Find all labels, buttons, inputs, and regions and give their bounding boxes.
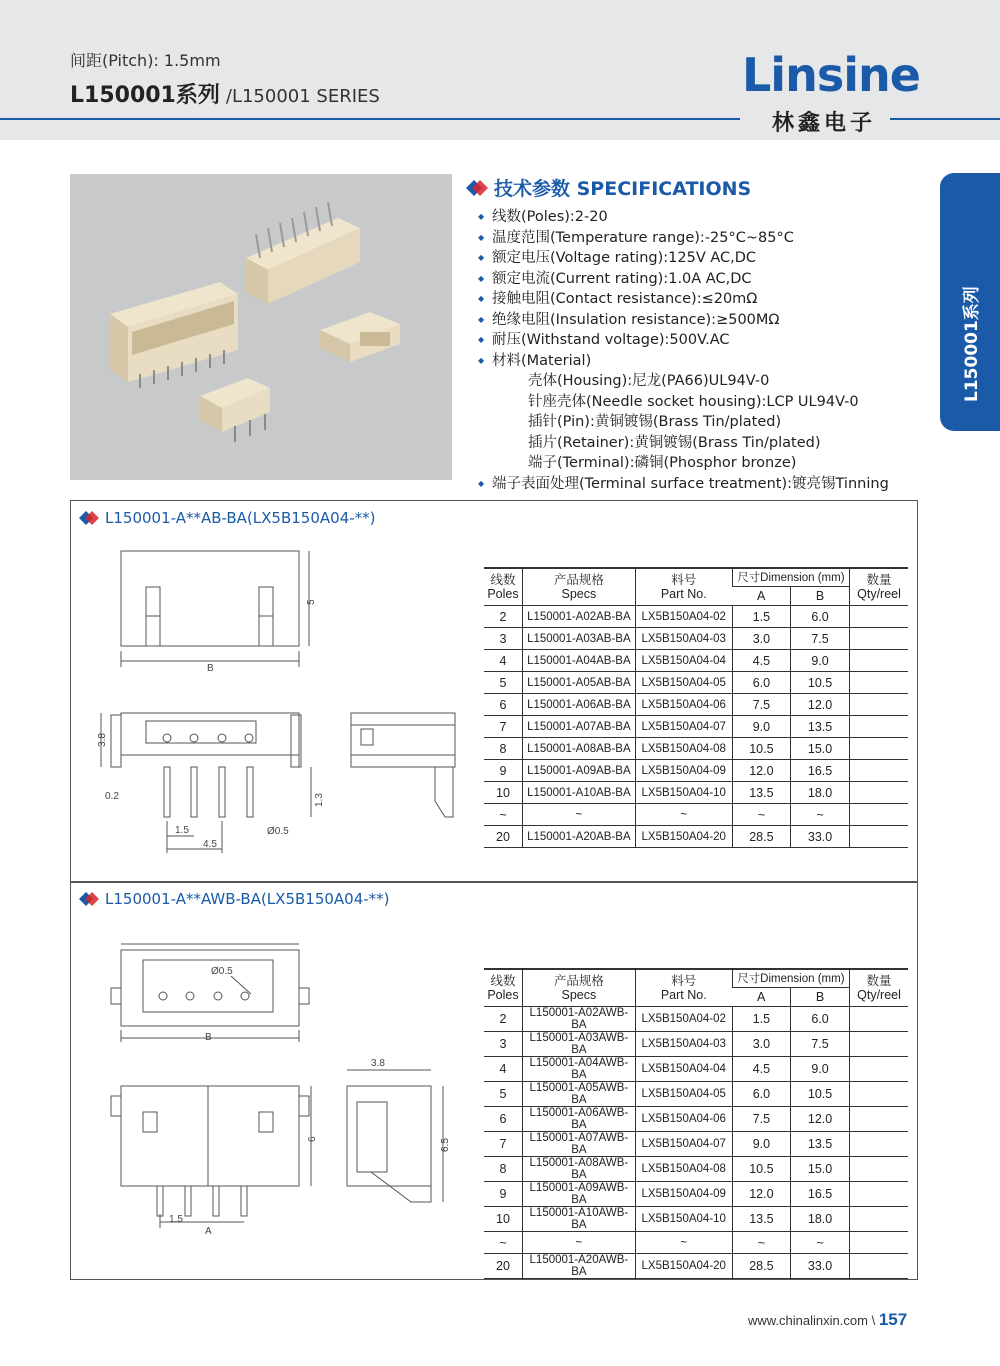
- table-cell: LX5B150A04-08: [635, 1157, 732, 1182]
- table-row: [484, 650, 908, 672]
- table-cell: 7: [484, 716, 522, 738]
- table-cell: LX5B150A04-20: [635, 826, 732, 848]
- table-cell: 7.5: [791, 628, 850, 650]
- table-cell: [850, 826, 908, 848]
- table-cell: 6: [484, 694, 522, 716]
- table-cell: [850, 1082, 908, 1107]
- table-cell: L150001-A06AB-BA: [522, 694, 635, 716]
- material-item: 插片(Retainer):黄铜镀锡(Brass Tin/plated): [528, 434, 821, 451]
- table-cell: 2: [484, 606, 522, 628]
- table-cell: LX5B150A04-04: [635, 650, 732, 672]
- dim-label: 3.8: [371, 1058, 385, 1069]
- connector-vertical: [246, 202, 360, 304]
- table-cell: 10.5: [732, 1157, 790, 1182]
- table-cell: 15.0: [791, 1157, 850, 1182]
- dim-label: 6: [307, 1136, 318, 1142]
- series-en: /L150001 SERIES: [225, 86, 380, 107]
- col-qty: 数量 Qty/reel: [850, 568, 908, 606]
- connector-small-bottom: [200, 378, 270, 442]
- table-cell: L150001-A09AWB-BA: [522, 1182, 635, 1207]
- table-cell: 9.0: [791, 650, 850, 672]
- col-dimension: 尺寸Dimension (mm): [732, 568, 849, 587]
- table-cell: L150001-A02AB-BA: [522, 606, 635, 628]
- drawing-awb: [71, 882, 481, 1279]
- header-rule-right: [890, 118, 1000, 120]
- table-cell: LX5B150A04-09: [635, 760, 732, 782]
- table-cell: 6.0: [791, 606, 850, 628]
- product-photo: [70, 174, 452, 480]
- col-a: A: [732, 587, 790, 606]
- table-cell: L150001-A05AB-BA: [522, 672, 635, 694]
- spec-item: ◆ 绝缘电阻(Insulation resistance):≥500MΩ: [478, 310, 936, 331]
- table-cell: L150001-A05AWB-BA: [522, 1082, 635, 1107]
- side-tab: [940, 173, 1000, 431]
- table-cell: LX5B150A04-06: [635, 1107, 732, 1132]
- connector-small-right: [320, 312, 400, 362]
- table-cell: ~: [791, 1232, 850, 1254]
- table-cell: LX5B150A04-02: [635, 1007, 732, 1032]
- spec-item: ◆ 材料(Material): [478, 351, 936, 372]
- table-cell: 1.5: [732, 1007, 790, 1032]
- table-cell: [850, 606, 908, 628]
- table-cell: L150001-A04AB-BA: [522, 650, 635, 672]
- table-row: [484, 1082, 908, 1107]
- dim-label: 3.8: [97, 733, 108, 747]
- table-cell: L150001-A08AWB-BA: [522, 1157, 635, 1182]
- logo-text-en: Linsine: [742, 48, 920, 102]
- table-cell: 7.5: [732, 1107, 790, 1132]
- pitch-label: 间距(Pitch): 1.5mm: [70, 51, 221, 70]
- table-cell: 4: [484, 1057, 522, 1082]
- material-item: 壳体(Housing):尼龙(PA66)UL94V-0: [528, 373, 770, 389]
- table-cell: 12.0: [791, 694, 850, 716]
- spec-item: ◆ 接触电阻(Contact resistance):≤20mΩ: [478, 289, 936, 310]
- drawing-ab: [71, 501, 481, 882]
- table-cell: [850, 694, 908, 716]
- diamond-icon: [466, 180, 488, 196]
- table-cell: L150001-A03AWB-BA: [522, 1032, 635, 1057]
- table-cell: [850, 1057, 908, 1082]
- table-row: [484, 1057, 908, 1082]
- header-rule-left: [0, 118, 740, 120]
- table-cell: [850, 1132, 908, 1157]
- table-cell: L150001-A02AWB-BA: [522, 1007, 635, 1032]
- specifications: [466, 174, 936, 494]
- col-poles: 线数 Poles: [484, 568, 522, 606]
- table-cell: 10: [484, 782, 522, 804]
- table-row: [484, 672, 908, 694]
- table-cell: 8: [484, 1157, 522, 1182]
- series-cn: L150001系列: [70, 83, 220, 108]
- col-dimension: 尺寸Dimension (mm): [732, 969, 849, 988]
- page-title: [70, 78, 380, 109]
- dim-label: 0.2: [105, 791, 119, 802]
- table-cell: [850, 650, 908, 672]
- page-header: [0, 0, 1000, 140]
- table-cell: [850, 672, 908, 694]
- table-body: [484, 1007, 908, 1279]
- table-row: [484, 628, 908, 650]
- table-cell: L150001-A08AB-BA: [522, 738, 635, 760]
- table-cell: 10.5: [732, 738, 790, 760]
- table-cell: 28.5: [732, 1254, 790, 1279]
- table-cell: 20: [484, 826, 522, 848]
- dim-label: 6.5: [440, 1138, 451, 1152]
- table-cell: ~: [522, 1232, 635, 1254]
- table-row: [484, 738, 908, 760]
- table-row: [484, 1007, 908, 1032]
- table-cell: LX5B150A04-04: [635, 1057, 732, 1082]
- material-item: 插针(Pin):黄铜镀锡(Brass Tin/plated): [528, 414, 782, 430]
- table-cell: [850, 1107, 908, 1132]
- table-cell: 15.0: [791, 738, 850, 760]
- section-title-text: L150001-A**AB-BA(LX5B150A04-**): [105, 509, 376, 527]
- col-specs: 产品规格 Specs: [522, 568, 635, 606]
- spec-item: ◆ 额定电流(Current rating):1.0A AC,DC: [478, 269, 936, 290]
- material-item: 针座壳体(Needle socket housing):LCP UL94V-0: [528, 393, 859, 410]
- table-cell: L150001-A10AB-BA: [522, 782, 635, 804]
- table-row: [484, 1032, 908, 1057]
- table-cell: LX5B150A04-10: [635, 1207, 732, 1232]
- table-cell: 13.5: [732, 1207, 790, 1232]
- table-cell: 2: [484, 1007, 522, 1032]
- table-cell: LX5B150A04-07: [635, 716, 732, 738]
- spec-item: ◆ 端子表面处理(Terminal surface treatment):镀亮锡Tinning: [478, 474, 936, 495]
- table-cell: [850, 1007, 908, 1032]
- table-cell: 33.0: [791, 826, 850, 848]
- table-cell: 9: [484, 760, 522, 782]
- table-cell: [850, 760, 908, 782]
- table-cell: LX5B150A04-20: [635, 1254, 732, 1279]
- table-cell: 12.0: [791, 1107, 850, 1132]
- table-cell: ~: [791, 804, 850, 826]
- table-cell: [850, 1157, 908, 1182]
- dim-label: B: [205, 1032, 212, 1043]
- dim-label: 1.5: [175, 825, 189, 836]
- table-cell: 18.0: [791, 782, 850, 804]
- table-cell: 4: [484, 650, 522, 672]
- table-cell: [850, 628, 908, 650]
- table-body: [484, 606, 908, 848]
- table-cell: LX5B150A04-03: [635, 628, 732, 650]
- table-cell: ~: [522, 804, 635, 826]
- table-cell: 18.0: [791, 1207, 850, 1232]
- table-cell: [850, 716, 908, 738]
- table-cell: L150001-A20AWB-BA: [522, 1254, 635, 1279]
- table-cell: 13.5: [732, 782, 790, 804]
- table-cell: ~: [635, 804, 732, 826]
- table-cell: 13.5: [791, 716, 850, 738]
- spec-title: 技术参数 SPECIFICATIONS: [494, 178, 752, 200]
- col-part: 料号 Part No.: [635, 568, 732, 606]
- table-cell: [850, 738, 908, 760]
- table-cell: 7.5: [732, 694, 790, 716]
- table-row: [484, 606, 908, 628]
- table-cell: LX5B150A04-03: [635, 1032, 732, 1057]
- table-cell: LX5B150A04-10: [635, 782, 732, 804]
- spec-table-awb: [484, 968, 908, 1279]
- footer-url: www.chinalinxin.com: [748, 1313, 868, 1328]
- table-cell: LX5B150A04-05: [635, 1082, 732, 1107]
- table-cell: ~: [635, 1232, 732, 1254]
- dim-label: A: [205, 1226, 212, 1237]
- table-cell: 5: [484, 1082, 522, 1107]
- table-row: [484, 1157, 908, 1182]
- table-cell: 13.5: [791, 1132, 850, 1157]
- table-row: [484, 716, 908, 738]
- table-cell: LX5B150A04-07: [635, 1132, 732, 1157]
- page-footer: [748, 1310, 907, 1330]
- table-cell: 6.0: [732, 672, 790, 694]
- table-cell: LX5B150A04-08: [635, 738, 732, 760]
- table-cell: [850, 1254, 908, 1279]
- col-a: A: [732, 988, 790, 1007]
- connector-illustration: [70, 174, 452, 480]
- table-cell: L150001-A10AWB-BA: [522, 1207, 635, 1232]
- table-cell: 3: [484, 1032, 522, 1057]
- table-cell: 7: [484, 1132, 522, 1157]
- spec-item: ◆ 温度范围(Temperature range):-25°C~85°C: [478, 228, 936, 249]
- table-cell: 6.0: [732, 1082, 790, 1107]
- section-title-text: L150001-A**AWB-BA(LX5B150A04-**): [105, 890, 390, 908]
- table-cell: [850, 1232, 908, 1254]
- table-cell: 10.5: [791, 1082, 850, 1107]
- dim-label: 1.3: [314, 793, 325, 807]
- table-row: [484, 1132, 908, 1157]
- spec-item: ◆ 额定电压(Voltage rating):125V AC,DC: [478, 248, 936, 269]
- table-cell: 3.0: [732, 1032, 790, 1057]
- table-row: [484, 1207, 908, 1232]
- table-cell: 16.5: [791, 760, 850, 782]
- col-poles: 线数 Poles: [484, 969, 522, 1007]
- table-cell: 1.5: [732, 606, 790, 628]
- table-cell: 28.5: [732, 826, 790, 848]
- table-cell: 3.0: [732, 628, 790, 650]
- table-cell: 6: [484, 1107, 522, 1132]
- spec-table-ab: [484, 567, 908, 848]
- table-cell: 10: [484, 1207, 522, 1232]
- side-tab-label: L150001系列: [962, 286, 982, 402]
- connector-large: [110, 282, 238, 388]
- page-number: 157: [878, 1310, 908, 1329]
- table-row: [484, 782, 908, 804]
- col-part: 料号 Part No.: [635, 969, 732, 1007]
- table-row: [484, 826, 908, 848]
- table-cell: 10.5: [791, 672, 850, 694]
- table-cell: LX5B150A04-02: [635, 606, 732, 628]
- table-cell: 9.0: [732, 716, 790, 738]
- table-row: [484, 1107, 908, 1132]
- table-cell: ~: [484, 804, 522, 826]
- table-row: [484, 760, 908, 782]
- table-cell: 4.5: [732, 1057, 790, 1082]
- table-cell: 16.5: [791, 1182, 850, 1207]
- table-cell: 12.0: [732, 760, 790, 782]
- table-cell: L150001-A07AWB-BA: [522, 1132, 635, 1157]
- spec-item: ◆ 耐压(Withstand voltage):500V.AC: [478, 330, 936, 351]
- table-cell: 20: [484, 1254, 522, 1279]
- brand-logo: [742, 48, 920, 136]
- table-cell: 5: [484, 672, 522, 694]
- table-row: [484, 694, 908, 716]
- dim-label: 5: [306, 599, 317, 605]
- table-cell: 7.5: [791, 1032, 850, 1057]
- dim-label: 1.5: [169, 1214, 183, 1225]
- section-ab: [70, 500, 918, 883]
- table-cell: LX5B150A04-06: [635, 694, 732, 716]
- table-cell: LX5B150A04-05: [635, 672, 732, 694]
- table-cell: L150001-A09AB-BA: [522, 760, 635, 782]
- table-cell: L150001-A20AB-BA: [522, 826, 635, 848]
- table-cell: 9.0: [791, 1057, 850, 1082]
- dim-label: B: [207, 663, 214, 674]
- table-cell: L150001-A04AWB-BA: [522, 1057, 635, 1082]
- table-cell: L150001-A07AB-BA: [522, 716, 635, 738]
- table-cell: 6.0: [791, 1007, 850, 1032]
- footer-separator: \: [871, 1313, 876, 1328]
- table-row: [484, 804, 908, 826]
- spec-heading: [466, 174, 936, 201]
- table-cell: [850, 804, 908, 826]
- table-cell: L150001-A03AB-BA: [522, 628, 635, 650]
- table-cell: 9.0: [732, 1132, 790, 1157]
- section-awb: [70, 881, 918, 1280]
- table-cell: 12.0: [732, 1182, 790, 1207]
- col-specs: 产品规格 Specs: [522, 969, 635, 1007]
- material-item: 端子(Terminal):磷铜(Phosphor bronze): [528, 455, 797, 471]
- col-b: B: [791, 587, 850, 606]
- spec-item: ◆ 线数(Poles):2-20: [478, 207, 936, 228]
- table-row: [484, 1182, 908, 1207]
- table-cell: ~: [732, 1232, 790, 1254]
- table-cell: LX5B150A04-09: [635, 1182, 732, 1207]
- logo-text-cn: 林鑫电子: [772, 111, 877, 136]
- table-cell: [850, 1032, 908, 1057]
- table-cell: 8: [484, 738, 522, 760]
- table-row: [484, 1254, 908, 1279]
- table-cell: 4.5: [732, 650, 790, 672]
- dim-label: Ø0.5: [211, 966, 233, 977]
- table-cell: 9: [484, 1182, 522, 1207]
- table-cell: [850, 1207, 908, 1232]
- table-cell: ~: [484, 1232, 522, 1254]
- dim-label: 4.5: [203, 839, 217, 850]
- table-cell: 33.0: [791, 1254, 850, 1279]
- dim-label: Ø0.5: [267, 826, 289, 837]
- table-cell: [850, 782, 908, 804]
- table-cell: ~: [732, 804, 790, 826]
- table-cell: 3: [484, 628, 522, 650]
- table-cell: [850, 1182, 908, 1207]
- spec-list: [478, 207, 936, 494]
- table-cell: L150001-A06AWB-BA: [522, 1107, 635, 1132]
- col-b: B: [791, 988, 850, 1007]
- table-row: [484, 1232, 908, 1254]
- col-qty: 数量 Qty/reel: [850, 969, 908, 1007]
